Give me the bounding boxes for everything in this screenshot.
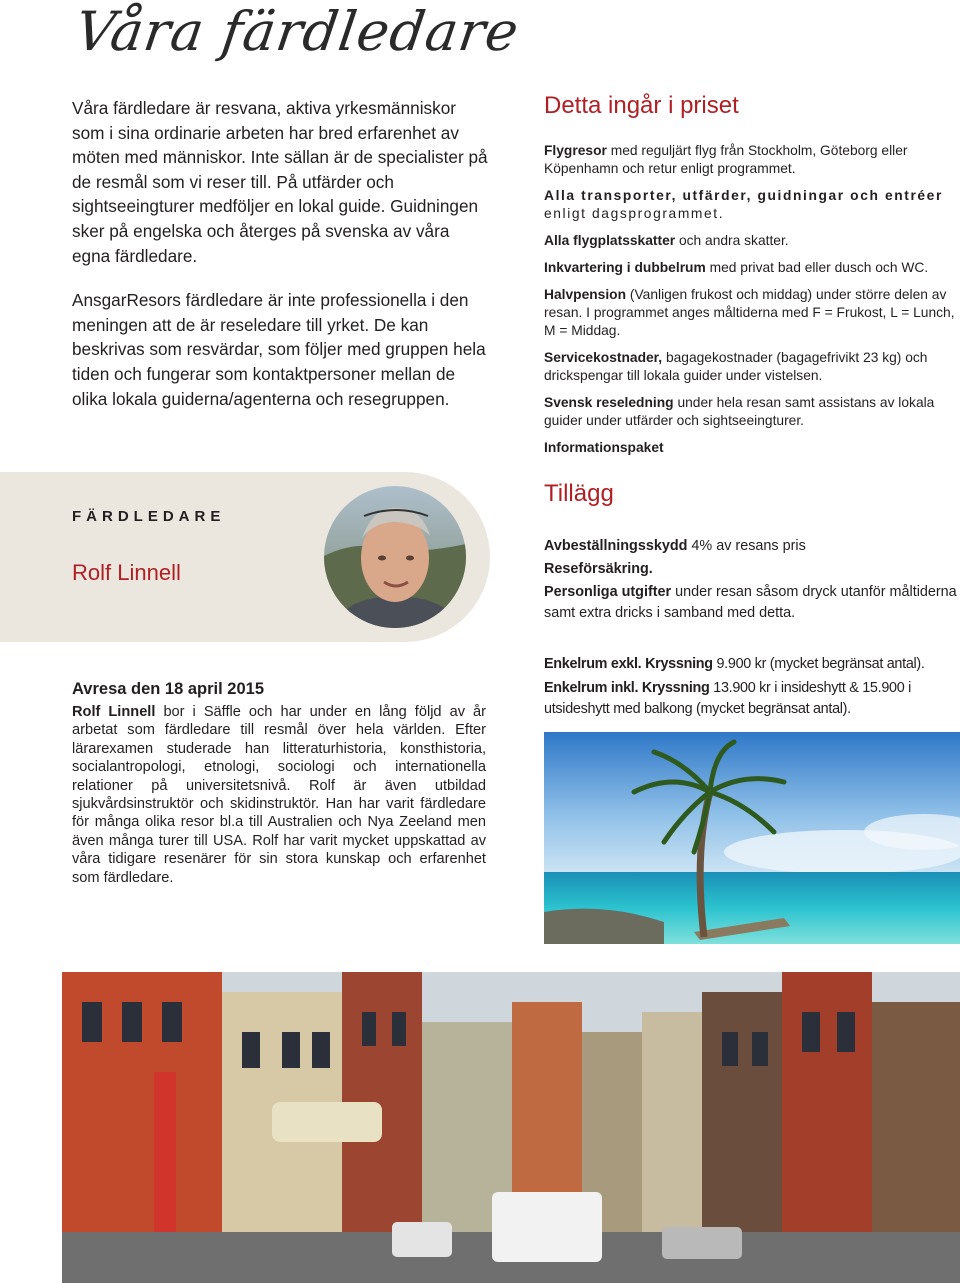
included-item-text: (Vanligen frukost och middag) under större delen av resan. I programmet anges måltiderna med F = Frukost, L = Lunch, M = Middag.	[544, 287, 955, 338]
included-item-bold: Svensk reseledning	[544, 395, 674, 410]
included-item	[544, 187, 960, 223]
extras-section	[544, 480, 960, 626]
extras-heading: Tillägg	[544, 480, 614, 507]
included-item-bold: Halvpension	[544, 287, 627, 302]
guide-portrait-photo	[324, 486, 466, 628]
extras-item-bold: Avbeställningsskydd	[544, 538, 688, 554]
extras-item	[544, 559, 960, 580]
departure-heading: Avresa den 18 april 2015	[72, 680, 265, 698]
included-item-text: under hela resan samt assistans av lokala guider under utfärder och sightseeingturer.	[544, 395, 935, 428]
extras-list	[544, 536, 960, 624]
page-title: Våra färdledare	[71, 0, 524, 63]
guide-name: Rolf Linnell	[72, 560, 181, 585]
room-item-bold: Enkelrum exkl. Kryssning	[544, 656, 713, 672]
extras-item-text: under resan såsom dryck utanför måltiderna samt extra dricks i samband med detta.	[544, 584, 957, 621]
included-item-bold: Alla flygplatsskatter	[544, 233, 676, 248]
palm-beach-photo	[544, 732, 960, 944]
included-item-bold: Informationspaket	[544, 440, 664, 455]
departure-section	[72, 680, 486, 887]
room-item	[544, 678, 960, 720]
guide-label: FÄRDLEDARE	[72, 508, 226, 525]
included-item	[544, 259, 960, 277]
extras-item	[544, 536, 960, 557]
included-item-bold: Flygresor	[544, 143, 607, 158]
included-list	[544, 142, 960, 457]
included-item	[544, 349, 960, 385]
intro-text	[72, 96, 492, 431]
intro-paragraph-2: AnsgarResors färdledare är inte professionella i den meningen att de är reseledare till yrket. De kan beskrivas som resvärdar, som följer med gruppen hela tiden och fungerar som kontaktpersoner mellan de olika lokala guiderna/agenterna och resegruppen.	[72, 290, 486, 409]
room-item-text: 9.900 kr (mycket begränsat antal).	[712, 656, 925, 672]
included-item-text: med reguljärt flyg från Stockholm, Göteborg eller Köpenhamn och retur enligt programmet.	[544, 143, 908, 176]
included-item	[544, 439, 960, 457]
room-item-bold: Enkelrum inkl. Kryssning	[544, 680, 710, 696]
bio-name: Rolf Linnell	[72, 704, 156, 720]
intro-paragraph-1: Våra färdledare är resvana, aktiva yrkesmänniskor som i sina ordinarie arbeten har bred erfarenhet av möten med människor. Inte sällan är de specialister på de resmål som vi reser till. På utfärder och sightseeingturer medföljer en lokal guide. Guidningen sker på engelska och återges på svenska av våra egna färdledare.	[72, 98, 488, 266]
room-item	[544, 654, 960, 675]
included-item-text: och andra skatter.	[675, 233, 789, 248]
included-item-text: enligt dagsprogrammet.	[544, 206, 725, 221]
bio-text: bor i Säffle och har under en lång följd av år arbetat som färdledare till resmål över hela världen. Efter lärarexamen studerade han litteraturhistoria, konsthistoria, socialantropologi, etnologi, sociologi och internationella relationer på universitetsnivå. Rolf är även utbildad sjukvårdsinstruktör och skidinstruktör. Han har varit färdledare för många olika resor bl.a till Australien och Nya Zeeland men även många turer till USA. Rolf har varit mycket uppskattad av våra tidigare resenärer för sin stora kunskap och erfarenhet som färdledare.	[72, 704, 486, 886]
extras-item-bold: Personliga utgifter	[544, 584, 672, 600]
room-supplements	[544, 654, 960, 723]
city-street-photo	[62, 972, 960, 1283]
included-item-bold: Alla transporter, utfärder, guidningar och entréer	[544, 188, 943, 203]
included-item-bold: Servicekostnader,	[544, 350, 663, 365]
included-item	[544, 286, 960, 340]
included-item-text: bagagekostnader (bagagefrivikt 23 kg) och drickspengar till lokala guider under vistelsen.	[544, 350, 928, 383]
extras-item	[544, 582, 960, 624]
extras-item-text: 4% av resans pris	[687, 538, 806, 554]
room-item-text: 13.900 kr i insideshytt & 15.900 i utsideshytt med balkong (mycket begränsat antal).	[544, 680, 912, 717]
included-item	[544, 142, 960, 178]
included-item	[544, 232, 960, 250]
included-heading: Detta ingår i priset	[544, 92, 739, 119]
included-item	[544, 394, 960, 430]
guide-bio	[72, 703, 486, 887]
included-item-text: med privat bad eller dusch och WC.	[705, 260, 929, 275]
included-item-bold: Inkvartering i dubbelrum	[544, 260, 706, 275]
extras-item-bold: Reseförsäkring.	[544, 561, 653, 577]
included-section	[544, 92, 960, 466]
